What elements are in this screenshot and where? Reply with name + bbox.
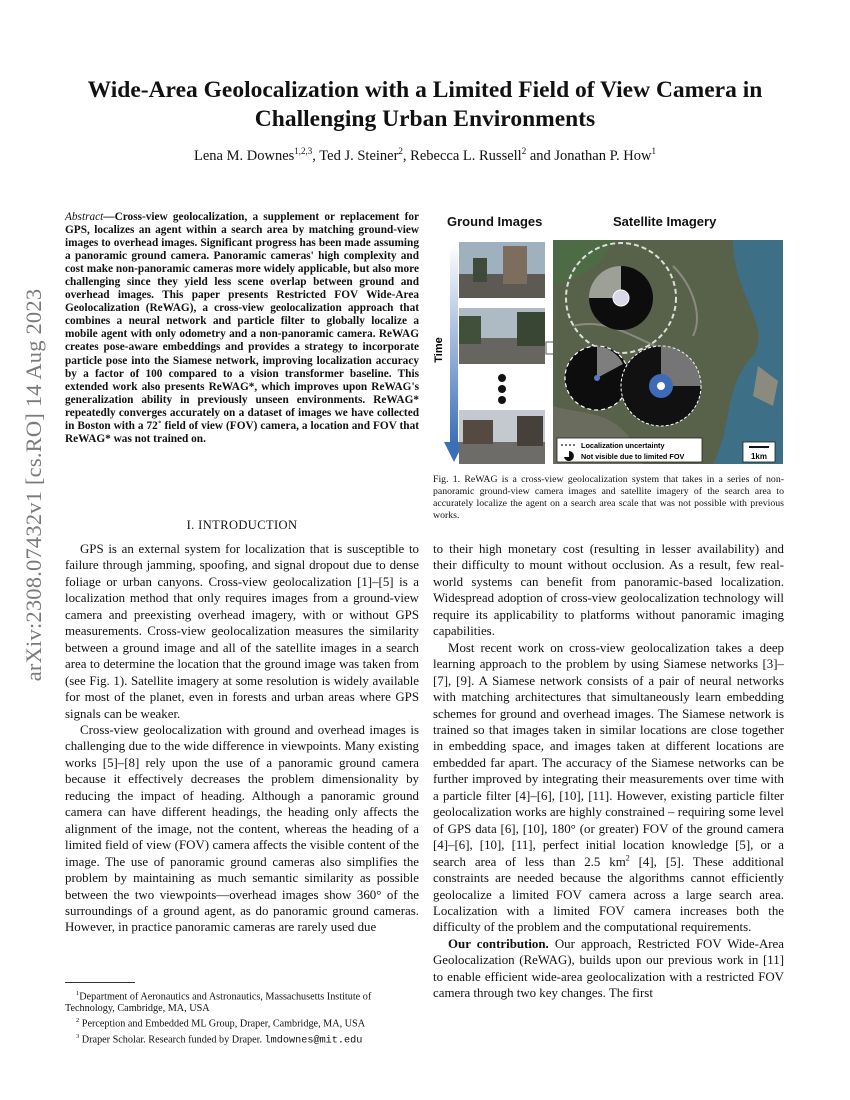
ground-image-2: [459, 308, 545, 364]
paragraph: to their high monetary cost (resulting in lesser availability) and their difficulty to mount without occlusion. As a result, few real-world systems can benefit from panoramic-based localization. Widespread adoption of cross-view geolocalization technology will require its applicability to platforms without panoramic imaging capabilities.: [433, 542, 784, 639]
scale-label: 1km: [750, 452, 768, 461]
localization-ring-2: [565, 346, 629, 410]
arxiv-side-label: [14, 290, 54, 680]
paragraph: GPS is an external system for localization that is susceptible to failure through jamming, spoofing, and signal dropout due to dense foliage or urban canyons. Cross-view geolocalization [1]–[5] is a localization method that only requires images from a ground-view camera and preexisting overhead imagery, with or without GPS measurements. Cross-view geolocalization measures the similarity between a ground image and all of the satellite images in a search area to determine the location that the ground image was taken from (see Fig. 1). Satellite imagery at some resolution is widely available for most of the planet, even in forests and urban areas where GPS signals can be weaker.: [65, 542, 419, 721]
author-affiliation: 1,2,3: [294, 146, 313, 156]
author-separator: and: [526, 147, 555, 164]
author-affiliation: 1: [651, 146, 656, 156]
footnote-mark: 2: [76, 1017, 80, 1025]
figure-heading-satellite: Satellite Imagery: [613, 214, 717, 229]
superscript: 2: [625, 853, 630, 863]
time-axis-label: Time: [433, 337, 445, 363]
abstract: [65, 211, 419, 446]
figure-graphic: [433, 206, 785, 468]
email-link[interactable]: lmdownes@mit.edu: [264, 1034, 363, 1046]
section-heading: I. INTRODUCTION: [186, 518, 298, 532]
abstract-dash: —: [103, 211, 115, 223]
contribution-lead: Our contribution.: [448, 936, 549, 951]
right-column: [433, 541, 784, 1002]
footnote-text: Draper Scholar. Research funded by Draper.: [79, 1033, 265, 1045]
abstract-text: Cross-view geolocalization, a supplement or replacement for GPS, localizes an agent within a search area by matching ground-view images to overhead images. Significant progress has been made assuming a panoramic ground camera. Panoramic cameras' high complexity and cost make non-panoramic cameras more widely applicable, but also more challenging since they yield less scene overlap between ground and overhead images. This paper presents Restricted FOV Wide-Area Geolocalization (ReWAG), a cross-view geolocalization approach that combines a neural network and particle filter to globally localize a mobile agent with only odometry and a non-panoramic camera. ReWAG creates pose-aware embeddings and provides a strategy to incorporate particle pose into the Siamese network, improving localization accuracy by a factor of 100 compared to a vision transformer baseline. This extended work also presents ReWAG*, which improves upon ReWAG's generalization ability in previously unseen environments. ReWAG* repeatedly converges accurately on a dataset of images we have collected in Boston with a 72: [65, 211, 419, 432]
author-affiliation: 2: [521, 146, 527, 156]
author-line: [55, 146, 795, 165]
author-name: Rebecca L. Russell: [410, 147, 522, 164]
paragraph-text: Our approach, Restricted FOV Wide-Area Geolocalization (ReWAG), builds upon our previous work in [11] to enable efficient wide-area geolocalization with a restricted FOV camera through two key changes. The first: [433, 936, 784, 1001]
footnote: [65, 1031, 421, 1047]
legend-uncertainty: Localization uncertainty: [581, 441, 665, 450]
paragraph-text: [4], [5]. These additional constraints are needed because the algorithms cannot efficiently geolocalize a limited FOV camera across a large search area. Localization with a limited FOV camera increases both the difficulty of the problem and the computational requirements.: [433, 854, 784, 935]
arxiv-identifier: arXiv:2308.07432v1 [cs.RO] 14 Aug 2023: [21, 288, 46, 682]
ground-image-1: [459, 242, 545, 298]
abstract-label: Abstract: [65, 211, 104, 223]
author-separator: ,: [312, 147, 320, 164]
paragraph: [433, 936, 784, 1002]
figure-heading-ground: Ground Images: [447, 214, 543, 229]
author-affiliation: 2: [398, 146, 403, 156]
localization-ring-3: [621, 346, 701, 426]
author-name: Jonathan P. How: [554, 147, 652, 164]
footnote-mark: 3: [76, 1032, 80, 1040]
author-name: Ted J. Steiner: [319, 147, 399, 164]
footnote-text: Department of Aeronautics and Astronautics, Massachusetts Institute of Technology, Cambridge, MA, USA: [65, 991, 372, 1015]
ground-image-3: [459, 410, 545, 464]
figure-1: [433, 206, 785, 468]
legend-fov: Not visible due to limited FOV: [581, 452, 685, 461]
paragraph: [433, 640, 784, 936]
abstract-text-end: field of view (FOV) camera, a location and FOV that ReWAG* was not trained on.: [65, 419, 420, 445]
footnote: [65, 1015, 421, 1030]
left-column: [65, 541, 419, 936]
ellipsis-dots: [498, 374, 506, 404]
paragraph: Cross-view geolocalization with ground and overhead images is challenging due to the wide difference in viewpoints. Many existing works [5]–[8] rely upon the use of a panoramic ground camera because it effectively decreases the problem dimensionality by reducing the impact of heading. Although a panoramic ground camera can have different headings, the heading only affects the alignment of the image, not the content, whereas the heading of a limited field of view (FOV) camera affects the visible content of the image. The use of panoramic ground cameras also simplifies the problem by maintaining as much semantic similarity as possible between the two viewpoints—overhead images show 360° of the surroundings of a ground agent, as do panoramic ground cameras. However, in practice panoramic cameras are rarely used due: [65, 722, 419, 935]
footnote: [65, 988, 421, 1015]
degree-symbol: ∘: [157, 417, 162, 426]
paper-title: Wide-Area Geolocalization with a Limited Field of View Camera in Challenging Urban Environments: [87, 77, 763, 132]
footnote-rule: [65, 982, 135, 983]
author-separator: ,: [402, 147, 411, 164]
footnote-mark: 1: [76, 990, 80, 997]
footnote-text: Perception and Embedded ML Group, Draper, Cambridge, MA, USA: [79, 1018, 366, 1030]
paragraph-text: Most recent work on cross-view geolocalization takes a deep learning approach to the problem by using Siamese networks [3]–[7], [9]. A Siamese network consists of a pair of neural networks with matching architectures that simultaneously learn embedding schemes for ground and overhead images. The Siamese network is trained so that images taken in similar locations are close together in embedding space, and images taken at different locations are embedded far apart. The accuracy of the Siamese networks can be further improved by integrating their measurements over time with a particle filter [4]–[6], [10], [11]. However, existing particle filter geolocalization works are highly constrained – requiring some level of GPS data [6], [10], 180° (or greater) FOV of the ground camera [4]–[6], [10], [11], perfect initial location knowledge [5], or a search area of less than 2.5 km: [433, 640, 784, 869]
footnotes: [65, 988, 421, 1047]
figure-caption: Fig. 1. ReWAG is a cross-view geolocalization system that takes in a series of non-panoramic ground-view camera images and satellite imagery of the search area to accurately localize the agent on a search area scale that was not possible with previous works.: [433, 474, 784, 522]
author-name: Lena M. Downes: [194, 147, 295, 164]
